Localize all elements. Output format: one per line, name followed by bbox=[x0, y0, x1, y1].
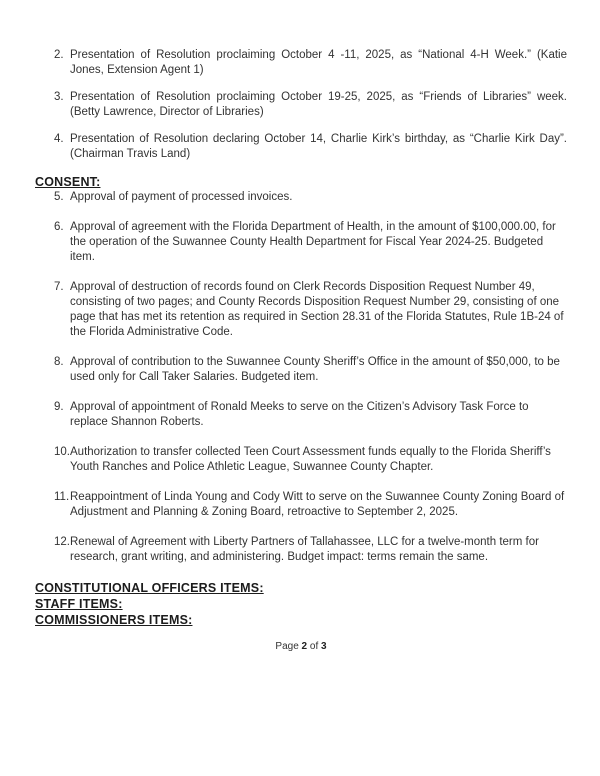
agenda-item-number: 3. bbox=[54, 91, 64, 103]
commissioners-items-heading: COMMISSIONERS ITEMS: bbox=[35, 613, 193, 627]
staff-items-heading: STAFF ITEMS: bbox=[35, 597, 123, 611]
agenda-item-number: 5. bbox=[54, 191, 64, 203]
agenda-item bbox=[35, 280, 567, 340]
agenda-item-text: Presentation of Resolution proclaiming October 4 -11, 2025, as “National 4-H Week.” (Katie Jones, Extension Agent 1) bbox=[70, 49, 567, 76]
agenda-item-text: Approval of contribution to the Suwannee County Sheriff’s Office in the amount of $50,000, to be used only for Call Taker Salaries. Budgeted item. bbox=[70, 356, 560, 383]
page-footer-prefix: Page bbox=[275, 641, 299, 652]
agenda-item-number: 8. bbox=[54, 356, 64, 368]
agenda-item bbox=[35, 132, 567, 162]
agenda-item-text: Approval of destruction of records found on Clerk Records Disposition Request Number 49, consisting of two pages; and County Records Disposition Request Number 29, consisting of one page that has met its retention as required in Section 28.31 of the Florida Statutes, Rule 1B-24 of the Florida Administrative Code. bbox=[70, 281, 564, 338]
agenda-item-number: 11. bbox=[54, 491, 70, 503]
page-footer bbox=[35, 641, 567, 653]
agenda-item-number: 12. bbox=[54, 536, 70, 548]
agenda-item bbox=[35, 535, 567, 565]
agenda-item-number: 4. bbox=[54, 133, 64, 145]
agenda-item bbox=[35, 90, 567, 120]
constitutional-officers-heading: CONSTITUTIONAL OFFICERS ITEMS: bbox=[35, 581, 264, 595]
agenda-item bbox=[35, 190, 567, 205]
presentation-items-list bbox=[35, 48, 567, 162]
agenda-item-text: Approval of agreement with the Florida Department of Health, in the amount of $100,000.00, for the operation of the Suwannee County Health Department for Fiscal Year 2024-25. Budgeted item. bbox=[70, 221, 556, 263]
agenda-item-text: Reappointment of Linda Young and Cody Witt to serve on the Suwannee County Zoning Board of Adjustment and Planning & Zoning Board, retroactive to September 2, 2025. bbox=[70, 491, 565, 518]
agenda-item-text: Renewal of Agreement with Liberty Partners of Tallahassee, LLC for a twelve-month term for research, grant writing, and administering. Budget impact: terms remain the same. bbox=[70, 536, 539, 563]
agenda-item-text: Approval of payment of processed invoices. bbox=[70, 191, 293, 203]
agenda-item-number: 6. bbox=[54, 221, 64, 233]
agenda-item bbox=[35, 220, 567, 265]
agenda-item-number: 2. bbox=[54, 49, 64, 61]
agenda-item bbox=[35, 355, 567, 385]
agenda-item-text: Presentation of Resolution declaring October 14, Charlie Kirk’s birthday, as “Charlie Kirk Day”. (Chairman Travis Land) bbox=[70, 133, 567, 160]
page-number-current: 2 bbox=[301, 641, 308, 652]
page-number-total: 3 bbox=[321, 641, 327, 652]
agenda-item bbox=[35, 48, 567, 78]
agenda-item-text: Approval of appointment of Ronald Meeks to serve on the Citizen’s Advisory Task Force to replace Shannon Roberts. bbox=[70, 401, 529, 428]
agenda-item-text: Presentation of Resolution proclaiming October 19-25, 2025, as “Friends of Libraries” week. (Betty Lawrence, Director of Libraries) bbox=[70, 91, 567, 118]
agenda-item bbox=[35, 445, 567, 475]
agenda-item bbox=[35, 490, 567, 520]
agenda-item-text: Authorization to transfer collected Teen Court Assessment funds equally to the Florida Sheriff’s Youth Ranches and Police Athletic League, Suwannee County Chapter. bbox=[70, 446, 551, 473]
agenda-item bbox=[35, 400, 567, 430]
agenda-item-number: 10. bbox=[54, 446, 70, 458]
consent-items-list bbox=[35, 190, 567, 565]
agenda-item-number: 9. bbox=[54, 401, 64, 413]
page-footer-of: of bbox=[309, 641, 319, 652]
agenda-item-number: 7. bbox=[54, 281, 64, 293]
consent-heading: CONSENT: bbox=[35, 175, 101, 189]
